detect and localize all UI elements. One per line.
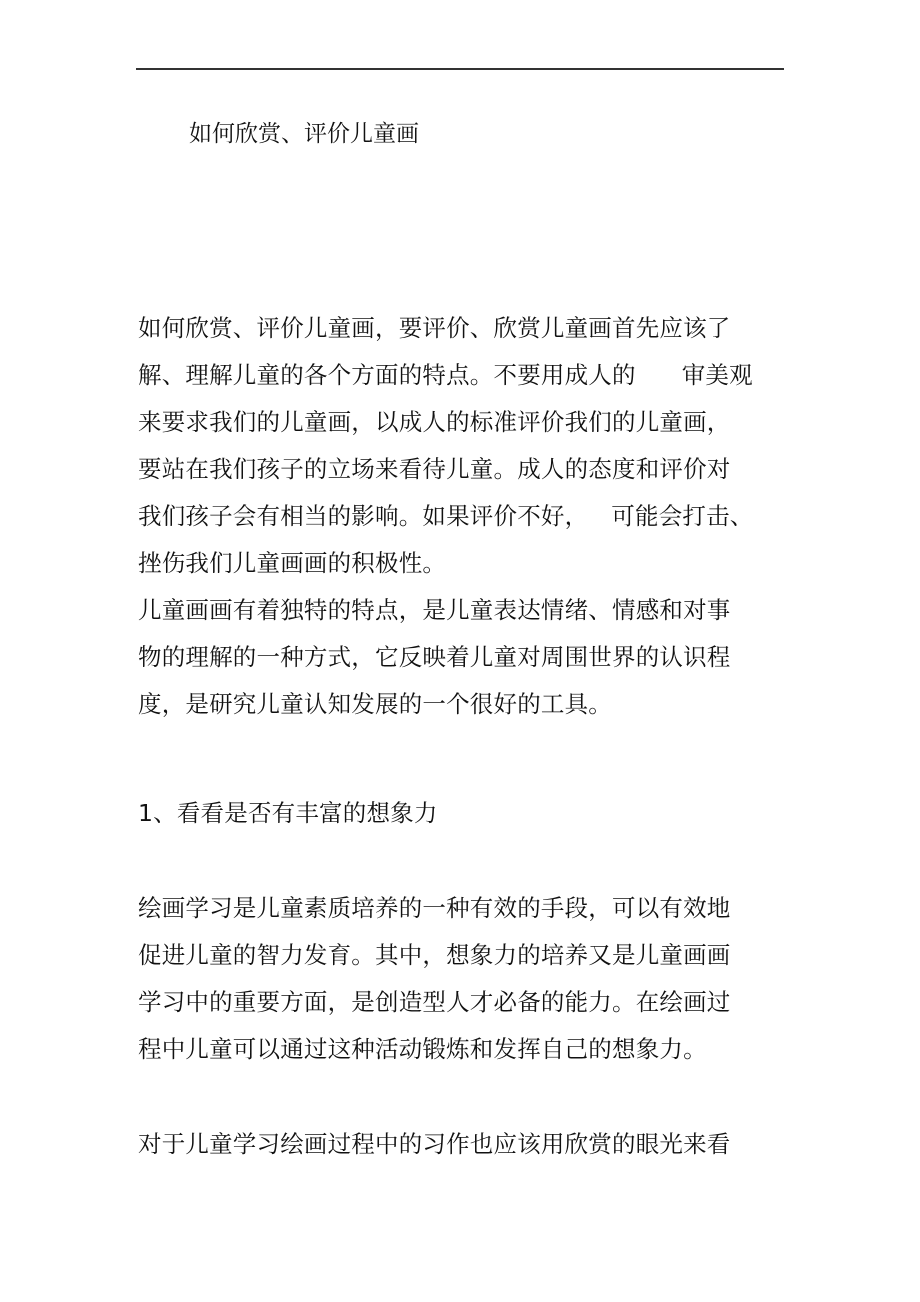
- text-line: 对于儿童学习绘画过程中的习作也应该用欣赏的眼光来看: [138, 1130, 731, 1158]
- text-line: 如何欣赏、评价儿童画，要评价、欣赏儿童画首先应该了: [138, 314, 731, 342]
- text-line: 来要求我们的儿童画，以成人的标准评价我们的儿童画，: [138, 408, 731, 436]
- text-line: 物的理解的一种方式，它反映着儿童对周围世界的认识程: [138, 643, 731, 671]
- text-line: 要站在我们孩子的立场来看待儿童。成人的态度和评价对: [138, 455, 731, 483]
- text-line: 绘画学习是儿童素质培养的一种有效的手段，可以有效地: [138, 894, 731, 922]
- text-line: 挫伤我们儿童画画的积极性。: [138, 549, 447, 577]
- text-line: 学习中的重要方面，是创造型人才必备的能力。在绘画过: [138, 988, 731, 1016]
- text-line: 解、理解儿童的各个方面的特点。不要用成人的 审美观: [138, 361, 753, 389]
- document-title: 如何欣赏、评价儿童画: [189, 121, 419, 147]
- text-line: 促进儿童的智力发育。其中，想象力的培养又是儿童画画: [138, 941, 731, 969]
- text-line: 程中儿童可以通过这种活动锻炼和发挥自己的想象力。: [138, 1035, 707, 1063]
- header-rule: [136, 68, 784, 70]
- text-line: 我们孩子会有相当的影响。如果评价不好， 可能会打击、: [138, 502, 754, 530]
- text-line: 儿童画画有着独特的特点，是儿童表达情绪、情感和对事: [138, 596, 731, 624]
- text-line: 度，是研究儿童认知发展的一个很好的工具。: [138, 690, 612, 718]
- section-heading: 1、看看是否有丰富的想象力: [138, 799, 438, 827]
